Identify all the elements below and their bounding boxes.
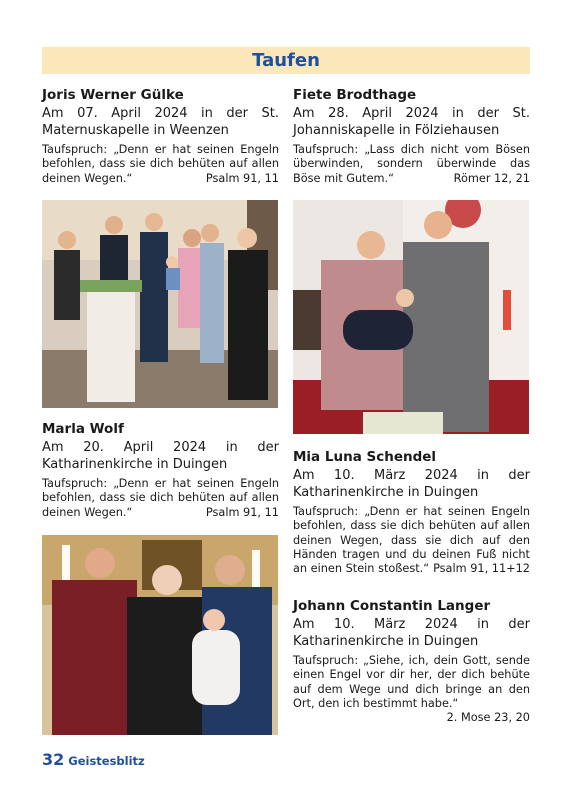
child-name: Fiete Brodthage <box>293 87 417 103</box>
magazine-name: Geistesblitz <box>68 754 145 768</box>
section-banner <box>42 47 530 74</box>
ceremony-place: Am 28. April 2024 in der St. Johanniskapelle in Fölziehausen <box>293 106 530 138</box>
ceremony-place: Am 07. April 2024 in der St. Maternuskapelle in Weenzen <box>42 106 279 138</box>
child-name: Marla Wolf <box>42 421 124 437</box>
baptism-verse: Taufspruch: „Denn er hat seinen Engeln befohlen, dass sie dich behüten auf allen deinen Wegen, dass sie dich auf den Händen tragen und du deinen Fuß nicht an einen Stein stoßest.“ Psalm 91, 11+12 <box>293 505 530 576</box>
verse-reference: Psalm 91, 11 <box>205 505 279 519</box>
verse-reference: Psalm 91, 11+12 <box>433 562 530 576</box>
baptism-entry <box>293 449 530 576</box>
child-name: Joris Werner Gülke <box>42 87 184 103</box>
ceremony-place: Am 10. März 2024 in der Katharinenkirche in Duingen <box>293 617 530 649</box>
baptism-verse: Taufspruch: „Denn er hat seinen Engeln befohlen, dass sie dich behüten auf allen deinen Wegen.“ Psalm 91, 11 <box>42 143 279 185</box>
baptism-entry <box>293 598 530 725</box>
page-number: 32 <box>42 750 65 769</box>
ceremony-place: Am 10. März 2024 in der Katharinenkirche in Duingen <box>293 468 530 500</box>
page-title: Taufen <box>252 50 320 71</box>
verse-reference: 2. Mose 23, 20 <box>446 711 530 725</box>
baptism-entry <box>42 421 279 520</box>
baptism-entry <box>42 87 279 186</box>
baptism-entry <box>293 87 530 186</box>
verse-reference: Römer 12, 21 <box>453 171 530 185</box>
baptism-verse: Taufspruch: „Lass dich nicht vom Bösen überwinden, sondern überwinde das Böse mit Gutem.“ Römer 12, 21 <box>293 143 530 185</box>
baptism-photo-fiete <box>293 200 529 434</box>
verse-reference: Psalm 91, 11 <box>205 171 279 185</box>
child-name: Johann Constantin Langer <box>293 598 491 614</box>
baptism-verse: Taufspruch: „Siehe, ich, dein Gott, sende einen Engel vor dir her, der dich behüte auf dem Wege und dich bringe an den Ort, den ich bestimmt habe.“ 2. Mose 23, 20 <box>293 654 530 725</box>
baptism-photo-marla <box>42 535 278 735</box>
page-footer <box>42 750 145 769</box>
child-name: Mia Luna Schendel <box>293 449 437 465</box>
baptism-verse: Taufspruch: „Denn er hat seinen Engeln befohlen, dass sie dich behüten auf allen deinen Wegen.“ Psalm 91, 11 <box>42 477 279 519</box>
baptism-photo-joris <box>42 200 278 408</box>
ceremony-place: Am 20. April 2024 in der Katharinenkirche in Duingen <box>42 440 279 472</box>
